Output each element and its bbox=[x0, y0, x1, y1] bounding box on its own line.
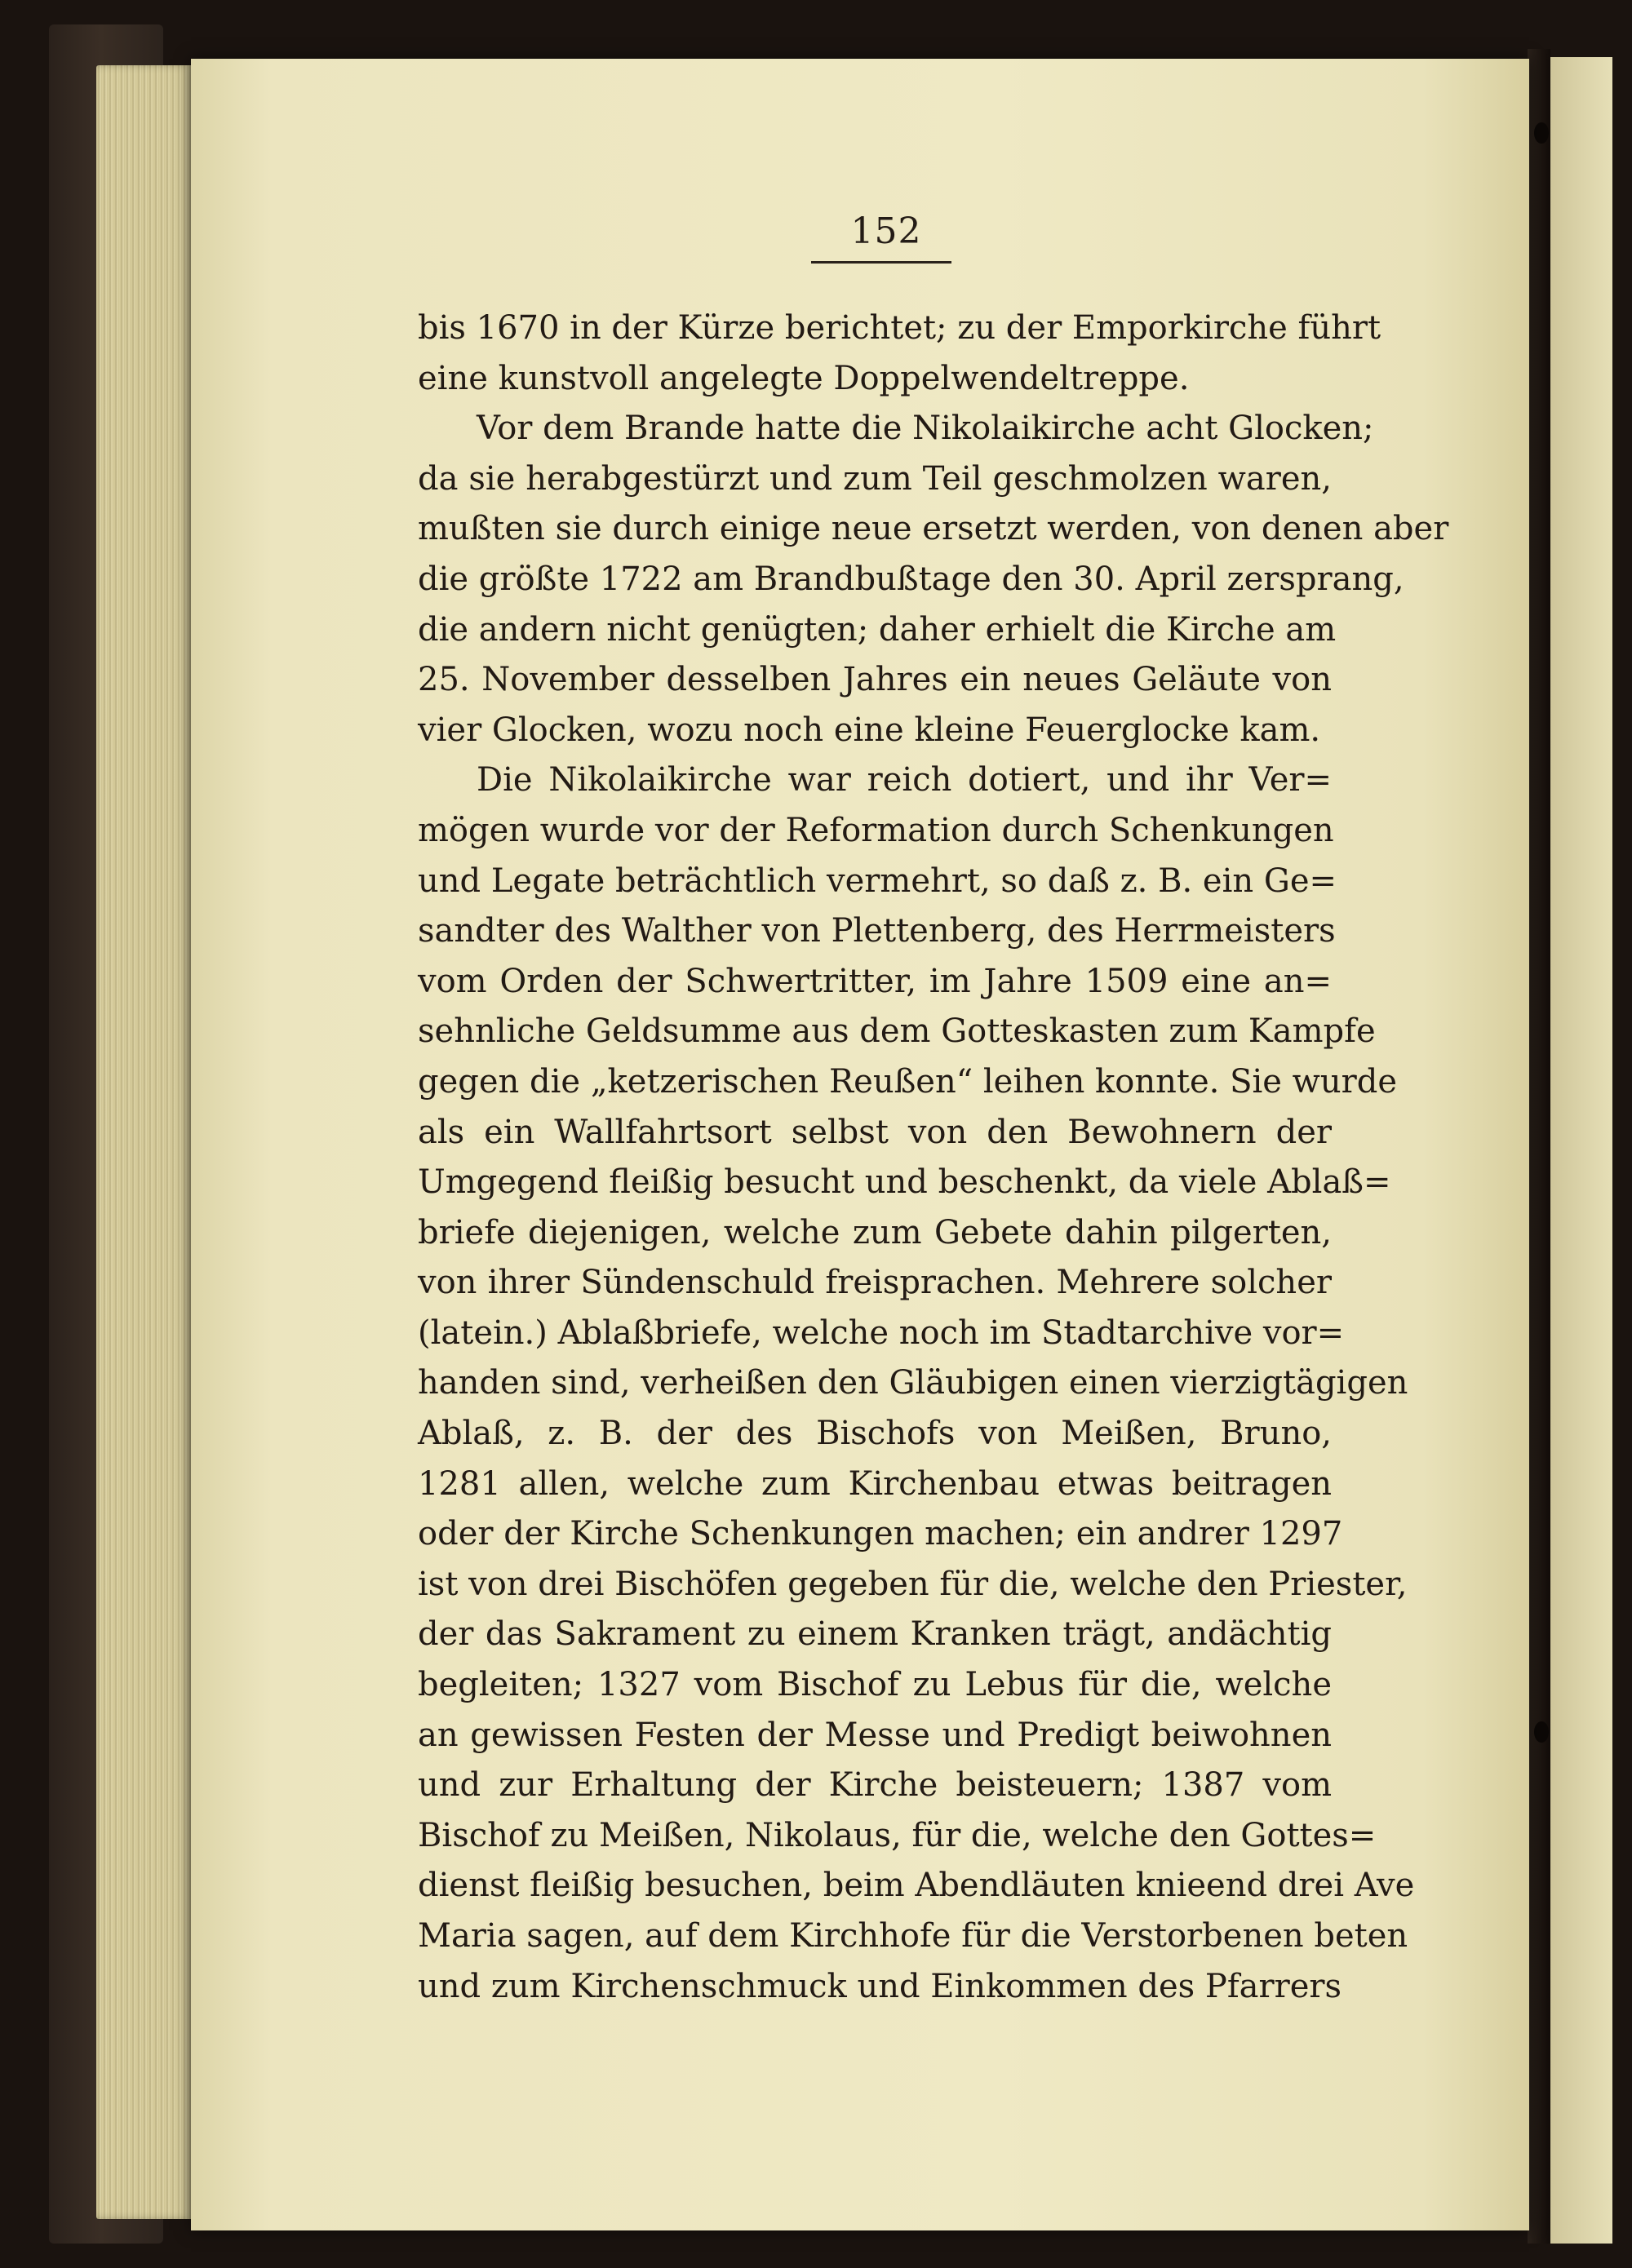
text-line: und zur Erhaltung der Kirche beisteuern; 1387 vom bbox=[418, 1766, 1332, 1805]
text-line: dienst fleißig besuchen, beim Abendläuten knieend drei Ave bbox=[418, 1867, 1415, 1905]
text-line: Ablaß, z. B. der des Bischofs von Meißen, Bruno, bbox=[418, 1415, 1332, 1453]
text-line: briefe diejenigen, welche zum Gebete dahin pilgerten, bbox=[418, 1213, 1332, 1251]
text-line: bis 1670 in der Kürze berichtet; zu der Emporkirche führt bbox=[418, 309, 1381, 347]
text-line: Umgegend fleißig besucht und beschenkt, da viele Ablaß= bbox=[418, 1163, 1391, 1202]
text-line: an gewissen Festen der Messe und Predigt beiwohnen bbox=[418, 1716, 1332, 1754]
text-line: oder der Kirche Schenkungen machen; ein andrer 1297 bbox=[418, 1515, 1343, 1553]
text-line: mögen wurde vor der Reformation durch Schenkungen bbox=[418, 811, 1334, 849]
text-line: und zum Kirchenschmuck und Einkommen des Pfarrers bbox=[418, 1967, 1342, 2005]
text-line: vom Orden der Schwertritter, im Jahre 1509 eine an= bbox=[418, 962, 1332, 1000]
text-line: handen sind, verheißen den Gläubigen einen vierzigtägigen bbox=[418, 1364, 1408, 1402]
text-line: vier Glocken, wozu noch eine kleine Feuerglocke kam. bbox=[418, 711, 1321, 749]
facing-page bbox=[1550, 57, 1612, 2244]
text-line: und Legate beträchtlich vermehrt, so daß z. B. ein Ge= bbox=[418, 862, 1337, 900]
text-line: der das Sakrament zu einem Kranken trägt, andächtig bbox=[418, 1615, 1332, 1654]
text-line: eine kunstvoll angelegte Doppelwendeltreppe. bbox=[418, 359, 1190, 397]
book-gutter bbox=[1528, 49, 1550, 2244]
text-line: 1281 allen, welche zum Kirchenbau etwas beitragen bbox=[418, 1464, 1332, 1503]
text-line: da sie herabgestürzt und zum Teil geschmolzen waren, bbox=[418, 459, 1332, 498]
text-line: als ein Wallfahrtsort selbst von den Bewohnern der bbox=[418, 1113, 1332, 1151]
text-line: gegen die „ketzerischen Reußen“ leihen konnte. Sie wurde bbox=[418, 1062, 1398, 1101]
text-line: sehnliche Geldsumme aus dem Gotteskasten zum Kampfe bbox=[418, 1012, 1376, 1051]
text-line: sandter des Walther von Plettenberg, des Herrmeisters bbox=[418, 912, 1336, 950]
page-number-text: 152 bbox=[850, 210, 922, 252]
text-line: Maria sagen, auf dem Kirchhofe für die Verstorbenen beten bbox=[418, 1917, 1408, 1955]
text-line: begleiten; 1327 vom Bischof zu Lebus für die, welche bbox=[418, 1666, 1332, 1704]
page-number bbox=[0, 210, 1632, 252]
page-number-rule bbox=[811, 261, 951, 264]
text-line: die andern nicht genügten; daher erhielt die Kirche am bbox=[418, 610, 1337, 649]
text-line: (latein.) Ablaßbriefe, welche noch im Stadtarchive vor= bbox=[418, 1313, 1345, 1352]
text-line: mußten sie durch einige neue ersetzt werden, von denen aber bbox=[418, 510, 1449, 548]
page-edges bbox=[96, 65, 193, 2219]
text-line: 25. November desselben Jahres ein neues Geläute von bbox=[418, 661, 1332, 699]
text-line: Bischof zu Meißen, Nikolaus, für die, welche den Gottes= bbox=[418, 1816, 1377, 1854]
text-line: die größte 1722 am Brandbußtage den 30. April zersprang, bbox=[418, 560, 1404, 598]
text-line: ist von drei Bischöfen gegeben für die, welche den Priester, bbox=[418, 1565, 1408, 1603]
text-line: Die Nikolaikirche war reich dotiert, und ihr Ver= bbox=[477, 761, 1332, 800]
body-text bbox=[418, 303, 1449, 2012]
binding-thread bbox=[1534, 1721, 1549, 1743]
text-line: Vor dem Brande hatte die Nikolaikirche acht Glocken; bbox=[477, 410, 1374, 448]
text-line: von ihrer Sündenschuld freisprachen. Mehrere solcher bbox=[418, 1264, 1332, 1302]
binding-thread bbox=[1534, 122, 1549, 144]
